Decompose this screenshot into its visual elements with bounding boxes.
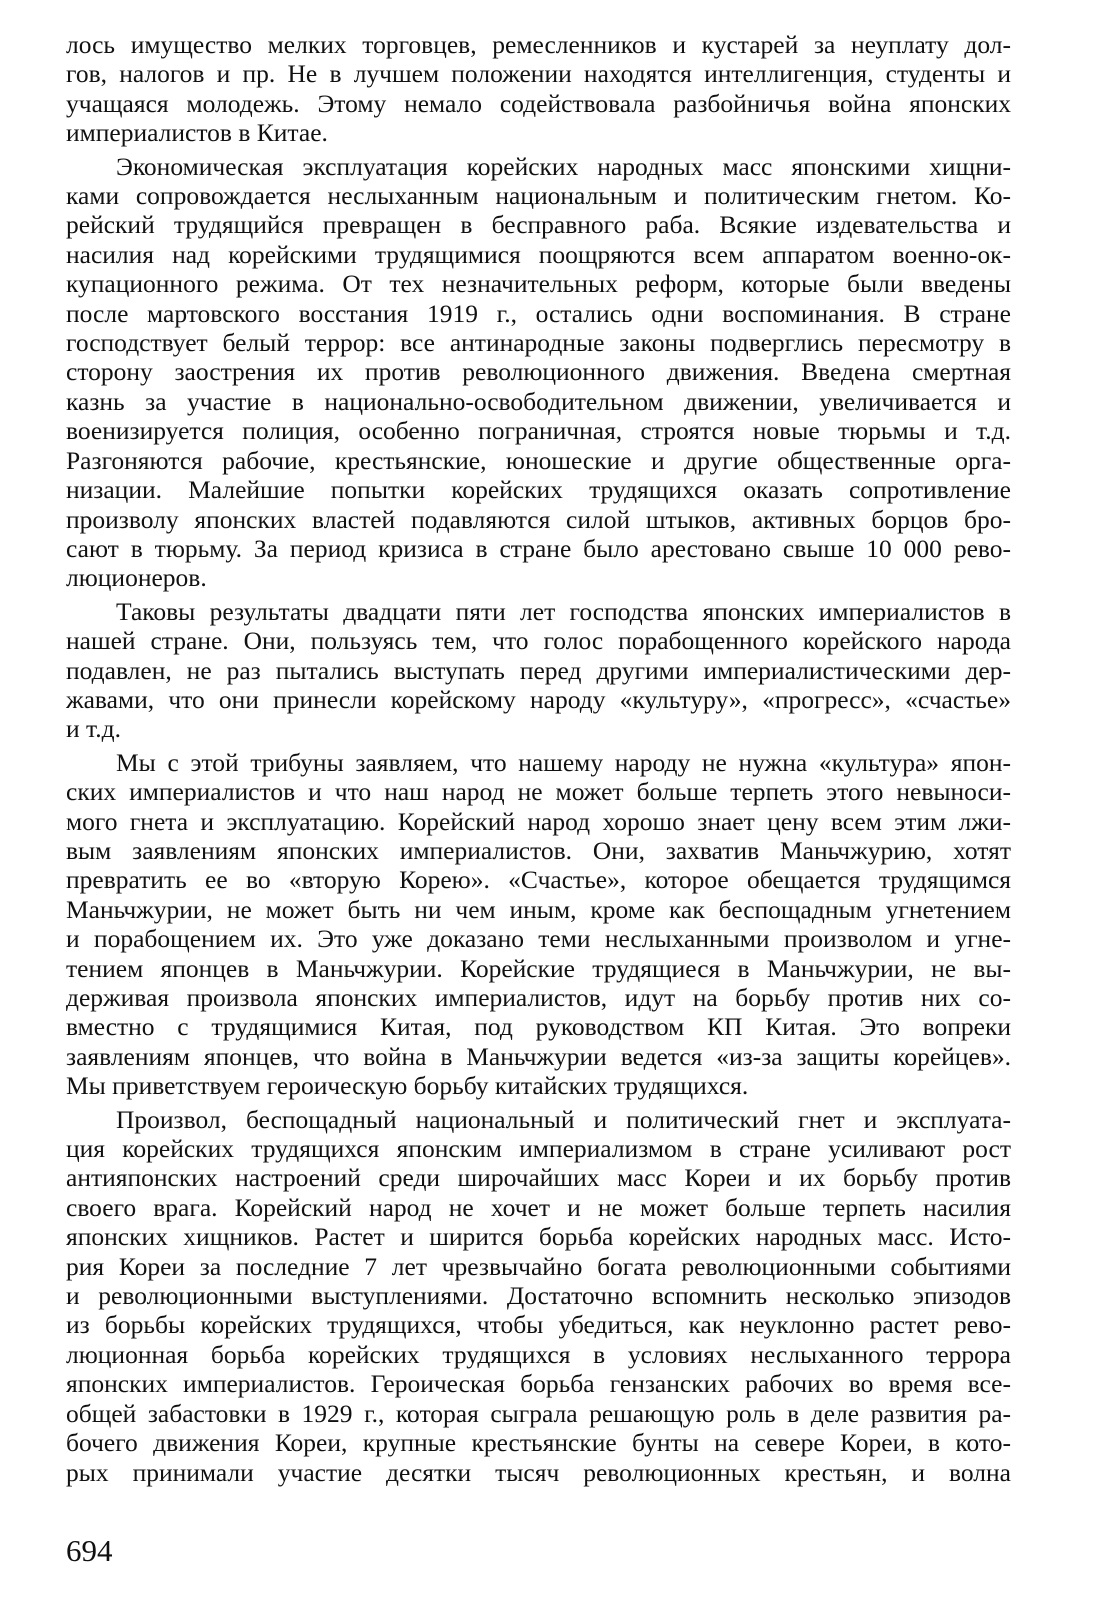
paragraph	[66, 1105, 1011, 1487]
text-line: господствует белый террор: все антинародные законы подверглись пересмотру в	[66, 328, 1011, 358]
text-line: насилия над корейскими трудящимися поощряются всем аппаратом военно-ок-	[66, 239, 1011, 269]
text-line: рых принимали участие десятки тысяч революционных крестьян, и волна	[66, 1457, 1011, 1487]
text-line: рейский трудящийся превращен в бесправного раба. Всякие издевательства и	[66, 210, 1011, 240]
text-line: ских империалистов и что наш народ не может больше терпеть этого невыноси-	[66, 777, 1011, 807]
text-line: люционная борьба корейских трудящихся в условиях неслыханного террора	[66, 1339, 1011, 1369]
text-line: антияпонских настроений среди широчайших масс Кореи и их борьбу против	[66, 1163, 1011, 1193]
text-line: из борьбы корейских трудящихся, чтобы убедиться, как неуклонно растет рево-	[66, 1310, 1011, 1340]
text-line: империалистов в Китае.	[66, 118, 328, 148]
text-line: ками сопровождается неслыханным национальным и политическим гнетом. Ко-	[66, 181, 1011, 211]
text-line: сают в тюрьму. За период кризиса в стране было арестовано свыше 10 000 рево-	[66, 533, 1011, 563]
paragraph	[66, 152, 1011, 593]
paragraph	[66, 748, 1011, 1101]
text-line: произволу японских властей подавляются силой штыков, активных борцов бро-	[66, 504, 1011, 534]
text-line: Экономическая эксплуатация корейских народных масс японскими хищни-	[116, 151, 1011, 181]
text-line: гов, налогов и пр. Не в лучшем положении находятся интеллигенция, студенты и	[66, 59, 1011, 89]
text-line: и порабощением их. Это уже доказано теми неслыханными произволом и угне-	[66, 924, 1011, 954]
text-line: Произвол, беспощадный национальный и политический гнет и эксплуата-	[116, 1104, 1011, 1134]
text-line: и т.д.	[66, 714, 121, 744]
paragraph	[66, 30, 1011, 148]
text-line: держивая произвола японских империалистов, идут на борьбу против них со-	[66, 983, 1011, 1012]
text-line: японских империалистов. Героическая борьба гензанских рабочих во время все-	[66, 1369, 1011, 1399]
text-line: Разгоняются рабочие, крестьянские, юношеские и другие общественные орга-	[66, 445, 1011, 475]
text-line: после мартовского восстания 1919 г., остались одни воспоминания. В стране	[66, 298, 1011, 328]
text-line: общей забастовки в 1929 г., которая сыграла решающую роль в деле развития ра-	[66, 1398, 1011, 1428]
text-line: низации. Малейшие попытки корейских трудящихся оказать сопротивление	[66, 475, 1011, 505]
text-line: Мы приветствуем героическую борьбу китайских трудящихся.	[66, 1071, 749, 1101]
text-line: лось имущество мелких торговцев, ремесленников и кустарей за неуплату дол-	[66, 30, 1011, 59]
text-line: Маньчжурии, не может быть ни чем иным, кроме как беспощадным угнетением	[66, 894, 1011, 924]
text-line: нашей стране. Они, пользуясь тем, что голос порабощенного корейского народа	[66, 626, 1011, 656]
text-line: Мы с этой трибуны заявляем, что нашему народу не нужна «культура» япон-	[116, 747, 1011, 777]
text-line: японских хищников. Растет и ширится борьба корейских народных масс. Исто-	[66, 1222, 1011, 1252]
text-line: Таковы результаты двадцати пяти лет господства японских империалистов в	[116, 596, 1011, 626]
text-line: учащаяся молодежь. Этому немало содействовала разбойничья война японских	[66, 88, 1011, 118]
text-line: превратить ее во «вторую Корею». «Счастье», которое обещается трудящимся	[66, 865, 1011, 895]
text-line: военизируется полиция, особенно пограничная, строятся новые тюрьмы и т.д.	[66, 416, 1011, 446]
page-body	[66, 30, 1011, 1491]
text-line: вым заявлениям японских империалистов. Они, захватив Маньчжурию, хотят	[66, 835, 1011, 865]
text-line: казнь за участие в национально-освободительном движении, увеличивается и	[66, 386, 1011, 416]
text-line: мого гнета и эксплуатацию. Корейский народ хорошо знает цену всем этим лжи-	[66, 806, 1011, 836]
text-line: вместно с трудящимися Китая, под руководством КП Китая. Это вопреки	[66, 1012, 1011, 1042]
text-line: заявлениям японцев, что война в Маньчжурии ведется «из-за защиты корейцев».	[66, 1041, 1011, 1071]
text-line: своего врага. Корейский народ не хочет и не может больше терпеть насилия	[66, 1192, 1011, 1222]
text-line: купационного режима. От тех незначительных реформ, которые были введены	[66, 269, 1011, 299]
text-line: подавлен, не раз пытались выступать перед другими империалистическими дер-	[66, 655, 1011, 685]
text-line: бочего движения Кореи, крупные крестьянские бунты на севере Кореи, в кото-	[66, 1428, 1011, 1458]
text-line: люционеров.	[66, 563, 207, 593]
text-line: ция корейских трудящихся японским империализмом в стране усиливают рост	[66, 1134, 1011, 1164]
text-line: жавами, что они принесли корейскому народу «культуру», «прогресс», «счастье»	[66, 684, 1011, 714]
text-line: тением японцев в Маньчжурии. Корейские трудящиеся в Маньчжурии, не вы-	[66, 953, 1011, 983]
text-line: рия Кореи за последние 7 лет чрезвычайно богата революционными событиями	[66, 1251, 1011, 1281]
page-number: 694	[66, 1533, 113, 1568]
text-line: сторону заострения их против революционного движения. Введена смертная	[66, 357, 1011, 387]
text-line: и революционными выступлениями. Достаточно вспомнить несколько эпизодов	[66, 1281, 1011, 1311]
paragraph	[66, 597, 1011, 744]
